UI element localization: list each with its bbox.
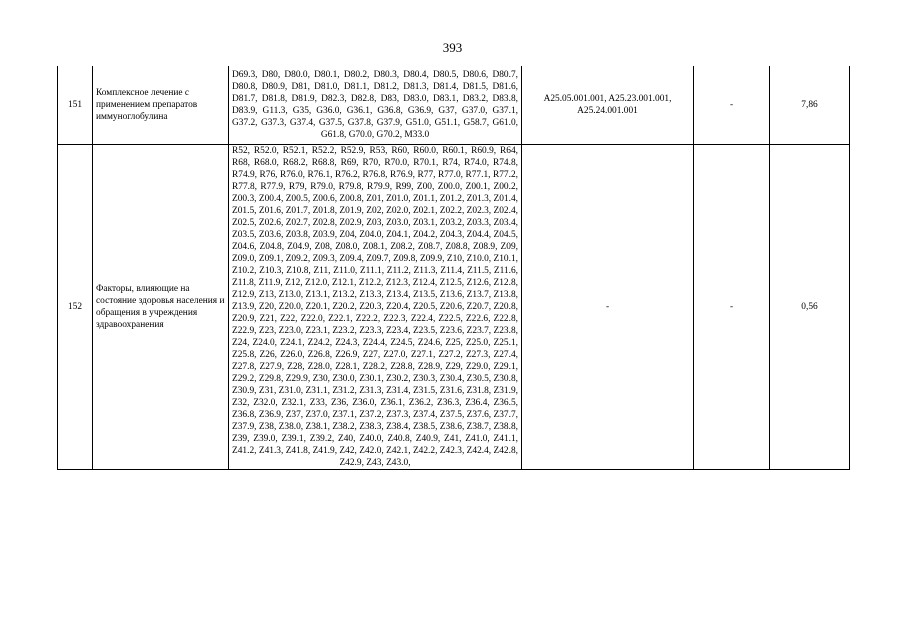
service-codes: A25.05.001.001, A25.23.001.001, A25.24.001.001 <box>522 66 694 144</box>
extra-criteria: - <box>694 66 770 144</box>
row-number: 151 <box>58 66 93 144</box>
extra-criteria: - <box>694 144 770 469</box>
page-number: 393 <box>442 40 463 55</box>
row-number: 152 <box>58 144 93 469</box>
row-name: Факторы, влияющие на состояние здоровья населения и обращения в учреждения здравоохранения <box>93 144 229 469</box>
service-codes: - <box>522 144 694 469</box>
table-row <box>58 144 850 469</box>
row-name: Комплексное лечение с применением препаратов иммуноглобулина <box>93 66 229 144</box>
diagnosis-codes: R52, R52.0, R52.1, R52.2, R52.9, R53, R60, R60.0, R60.1, R60.9, R64, R68, R68.0, R68.2, R68.8, R69, R70, R70.0, R70.1, R74, R74.0, R74.8, R74.9, R76, R76.0, R76.1, R76.2, R76.8, R76.9, R77, R77.0, R77.1, R77.2, R77.8, R77.9, R79, R79.0, R79.8, R79.9, R99, Z00, Z00.0, Z00.1, Z00.2, Z00.3, Z00.4, Z00.5, Z00.6, Z00.8, Z01, Z01.0, Z01.1, Z01.2, Z01.3, Z01.4, Z01.5, Z01.6, Z01.7, Z01.8, Z01.9, Z02, Z02.0, Z02.1, Z02.2, Z02.3, Z02.4, Z02.5, Z02.6, Z02.7, Z02.8, Z02.9, Z03, Z03.0, Z03.1, Z03.2, Z03.3, Z03.4, Z03.5, Z03.6, Z03.8, Z03.9, Z04, Z04.0, Z04.1, Z04.2, Z04.3, Z04.4, Z04.5, Z04.6, Z04.8, Z04.9, Z08, Z08.0, Z08.1, Z08.2, Z08.7, Z08.8, Z08.9, Z09, Z09.0, Z09.1, Z09.2, Z09.3, Z09.4, Z09.7, Z09.8, Z09.9, Z10, Z10.0, Z10.1, Z10.2, Z10.3, Z10.8, Z11, Z11.0, Z11.1, Z11.2, Z11.3, Z11.4, Z11.5, Z11.6, Z11.8, Z11.9, Z12, Z12.0, Z12.1, Z12.2, Z12.3, Z12.4, Z12.5, Z12.6, Z12.8, Z12.9, Z13, Z13.0, Z13.1, Z13.2, Z13.3, Z13.4, Z13.5, Z13.6, Z13.7, Z13.8, Z13.9, Z20, Z20.0, Z20.1, Z20.2, Z20.3, Z20.4, Z20.5, Z20.6, Z20.7, Z20.8, Z20.9, Z21, Z22, Z22.0, Z22.1, Z22.2, Z22.3, Z22.4, Z22.5, Z22.6, Z22.8, Z22.9, Z23, Z23.0, Z23.1, Z23.2, Z23.3, Z23.4, Z23.5, Z23.6, Z23.7, Z23.8, Z24, Z24.0, Z24.1, Z24.2, Z24.3, Z24.4, Z24.5, Z24.6, Z25, Z25.0, Z25.1, Z25.8, Z26, Z26.0, Z26.8, Z26.9, Z27, Z27.0, Z27.1, Z27.2, Z27.3, Z27.4, Z27.8, Z27.9, Z28, Z28.0, Z28.1, Z28.2, Z28.8, Z28.9, Z29, Z29.0, Z29.1, Z29.2, Z29.8, Z29.9, Z30, Z30.0, Z30.1, Z30.2, Z30.3, Z30.4, Z30.5, Z30.8, Z30.9, Z31, Z31.0, Z31.1, Z31.2, Z31.3, Z31.4, Z31.5, Z31.6, Z31.8, Z31.9, Z32, Z32.0, Z32.1, Z33, Z36, Z36.0, Z36.1, Z36.2, Z36.3, Z36.4, Z36.5, Z36.8, Z36.9, Z37, Z37.0, Z37.1, Z37.2, Z37.3, Z37.4, Z37.5, Z37.6, Z37.7, Z37.9, Z38, Z38.0, Z38.1, Z38.2, Z38.3, Z38.4, Z38.5, Z38.6, Z38.7, Z38.8, Z39, Z39.0, Z39.1, Z39.2, Z40, Z40.0, Z40.8, Z40.9, Z41, Z41.0, Z41.1, Z41.2, Z41.3, Z41.8, Z41.9, Z42, Z42.0, Z42.1, Z42.2, Z42.3, Z42.4, Z42.8, Z42.9, Z43, Z43.0, <box>229 144 522 469</box>
table-row <box>58 66 850 144</box>
coefficient: 0,56 <box>770 144 850 469</box>
tariff-table <box>57 66 850 470</box>
coefficient: 7,86 <box>770 66 850 144</box>
diagnosis-codes: D69.3, D80, D80.0, D80.1, D80.2, D80.3, D80.4, D80.5, D80.6, D80.7, D80.8, D80.9, D81, D81.0, D81.1, D81.2, D81.3, D81.4, D81.5, D81.6, D81.7, D81.8, D81.9, D82.3, D82.8, D83, D83.0, D83.1, D83.2, D83.8, D83.9, G11.3, G35, G36.0, G36.1, G36.8, G36.9, G37, G37.0, G37.1, G37.2, G37.3, G37.4, G37.5, G37.8, G37.9, G51.0, G51.1, G58.7, G61.0, G61.8, G70.0, G70.2, M33.0 <box>229 66 522 144</box>
